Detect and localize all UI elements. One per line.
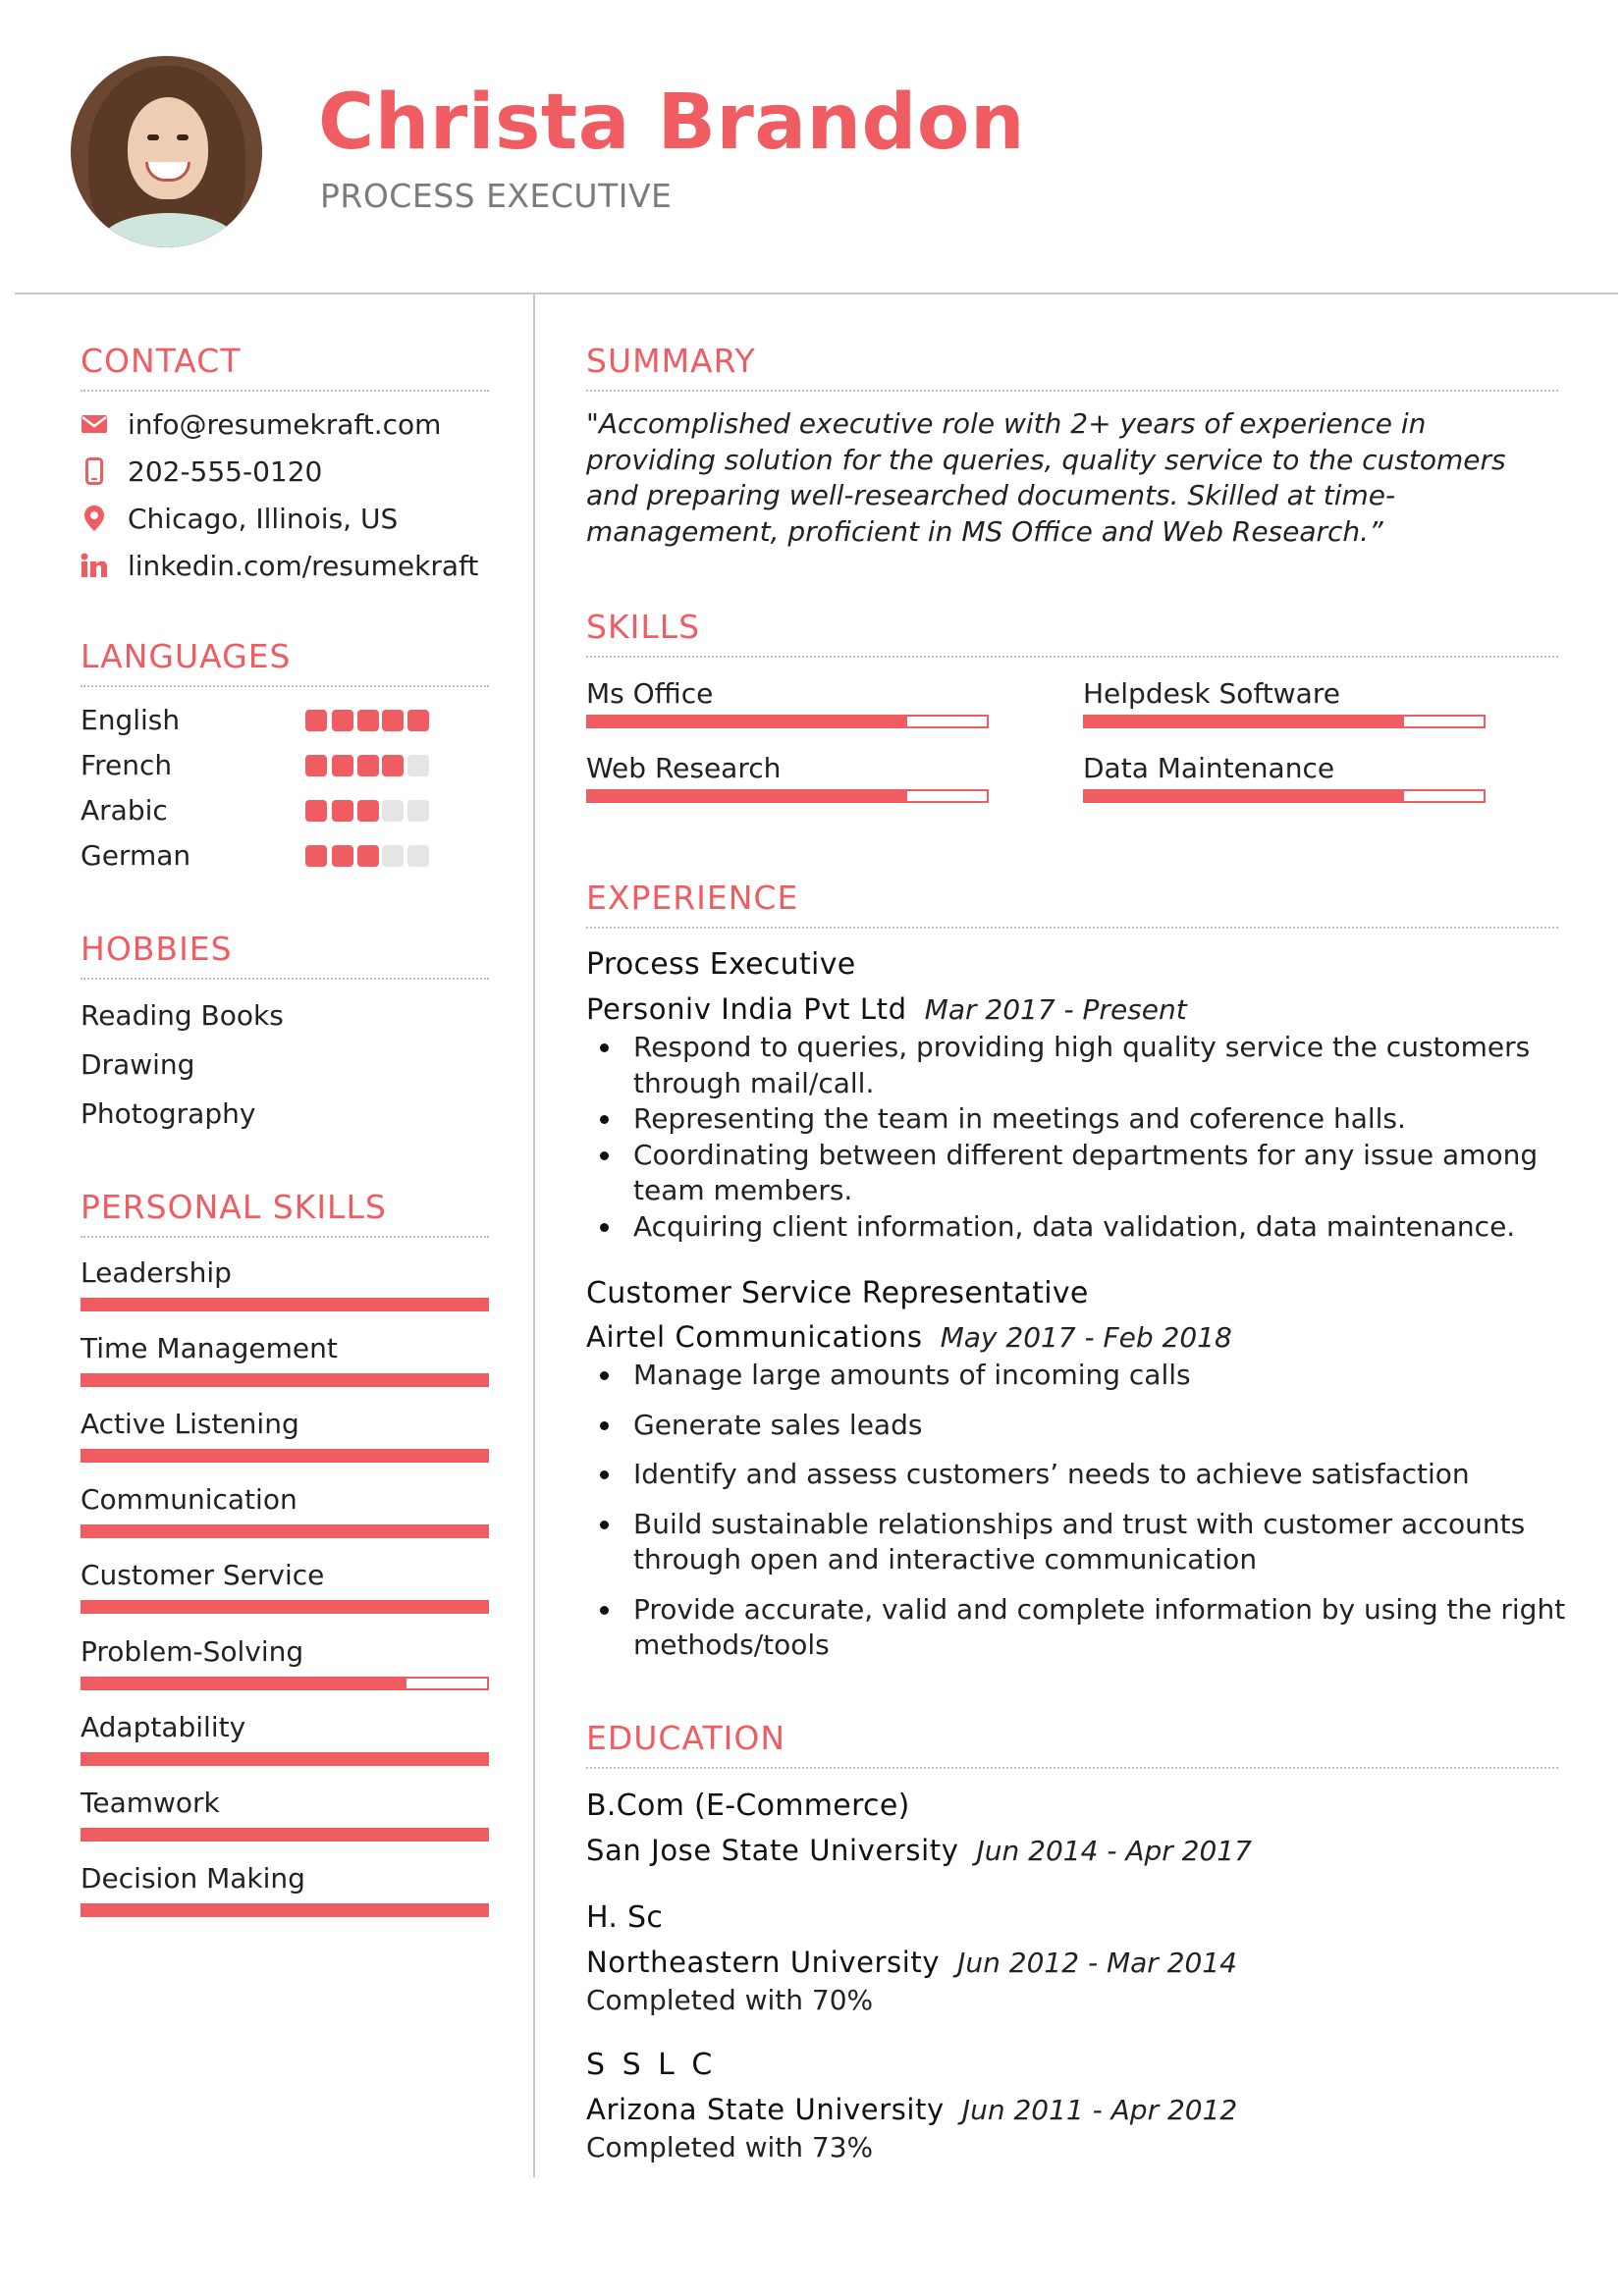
- skill-item: [1083, 752, 1486, 827]
- skill-name: Data Maintenance: [1083, 752, 1335, 784]
- personal-skills-heading: PERSONAL SKILLS: [81, 1188, 387, 1226]
- candidate-title: PROCESS EXECUTIVE: [320, 177, 673, 215]
- skill-bar-fill: [82, 1375, 487, 1385]
- skill-bar: [81, 1752, 489, 1766]
- summary-heading: SUMMARY: [586, 342, 756, 380]
- job-bullet: Representing the team in meetings and coference halls.: [586, 1101, 1568, 1138]
- skill-name: Web Research: [586, 752, 782, 784]
- language-row: [81, 702, 489, 741]
- personal-skill: [81, 1711, 489, 1780]
- skill-bar: [81, 1449, 489, 1463]
- skill-bar-fill: [82, 1526, 487, 1536]
- language-name: French: [81, 749, 173, 781]
- personal-skill: [81, 1256, 489, 1325]
- skill-name: Communication: [81, 1483, 298, 1516]
- level-dot: [407, 800, 429, 822]
- level-dot: [305, 710, 327, 731]
- email-text[interactable]: info@resumekraft.com: [128, 407, 442, 441]
- hobby-item: Photography: [81, 1097, 256, 1130]
- section-divider: [586, 390, 1558, 392]
- job-bullet: Manage large amounts of incoming calls: [586, 1358, 1568, 1394]
- phone-text: 202-555-0120: [128, 454, 323, 488]
- job-dates: Mar 2017 - Present: [924, 993, 1187, 1026]
- summary-text: "Accomplished executive role with 2+ years of experience in providing solution for the queries, quality service to the customers and preparing well-researched documents. Skilled at time-management, proficient in MS Office and Web Research.”: [586, 407, 1506, 548]
- job-bullet: Generate sales leads: [586, 1408, 1568, 1444]
- personal-skill: [81, 1787, 489, 1855]
- location-text: Chicago, Illinois, US: [128, 502, 399, 535]
- skill-name: Ms Office: [586, 677, 714, 710]
- education-dates: Jun 2014 - Apr 2017: [976, 1835, 1252, 1867]
- skill-bar: [586, 789, 989, 803]
- job-bullets: [586, 1030, 1568, 1245]
- contact-linkedin: [81, 546, 478, 585]
- education-note: Completed with 70%: [586, 1984, 874, 2016]
- candidate-name: Christa Brandon: [318, 79, 1026, 167]
- level-dot: [407, 845, 429, 867]
- section-divider: [81, 685, 489, 687]
- skill-bar-fill: [82, 1754, 487, 1764]
- skill-bar: [81, 1373, 489, 1387]
- job-bullet: Acquiring client information, data validation, data maintenance.: [586, 1209, 1568, 1246]
- job-bullet: Coordinating between different departments for any issue among team members.: [586, 1138, 1568, 1209]
- profile-photo: [71, 56, 262, 247]
- linkedin-text[interactable]: linkedin.com/resumekraft: [128, 549, 479, 582]
- skill-bar-fill: [82, 1602, 487, 1612]
- skill-item: [586, 752, 989, 827]
- skill-bar: [81, 1524, 489, 1538]
- personal-skill: [81, 1559, 489, 1628]
- level-dot: [332, 710, 353, 731]
- level-dot: [332, 800, 353, 822]
- linkedin-icon: [81, 552, 108, 579]
- level-dot: [382, 845, 404, 867]
- skills-heading: SKILLS: [586, 608, 701, 646]
- hobby-item: Reading Books: [81, 999, 284, 1032]
- degree-title: H. Sc: [586, 1900, 664, 1935]
- experience-heading: EXPERIENCE: [586, 879, 799, 917]
- contact-location: [81, 499, 398, 538]
- job-bullet: Identify and assess customers’ needs to achieve satisfaction: [586, 1457, 1568, 1493]
- skill-name: Teamwork: [81, 1787, 220, 1819]
- job-bullet: Provide accurate, valid and complete information by using the right methods/tools: [586, 1592, 1568, 1664]
- job-company-line: [586, 1320, 1232, 1354]
- level-dot: [357, 800, 379, 822]
- level-dot: [305, 845, 327, 867]
- skill-name: Helpdesk Software: [1083, 677, 1340, 710]
- education-note: Completed with 73%: [586, 2131, 874, 2163]
- personal-skill: [81, 1332, 489, 1401]
- company-name: Airtel Communications: [586, 1320, 923, 1354]
- school-name: San Jose State University: [586, 1834, 959, 1867]
- level-dot: [382, 755, 404, 776]
- column-divider: [533, 293, 535, 2177]
- section-divider: [586, 656, 1558, 658]
- degree-title: S S L C: [586, 2048, 717, 2082]
- mail-icon: [81, 410, 108, 438]
- skill-bar: [81, 1903, 489, 1917]
- personal-skill: [81, 1862, 489, 1931]
- job-bullet: Build sustainable relationships and trust with customer accounts through open and interactive communication: [586, 1507, 1568, 1578]
- school-line: [586, 1946, 1237, 1979]
- personal-skill: [81, 1408, 489, 1476]
- languages-heading: LANGUAGES: [81, 637, 292, 675]
- section-divider: [586, 1767, 1558, 1769]
- level-dot: [357, 710, 379, 731]
- skill-bar: [81, 1298, 489, 1311]
- school-line: [586, 2093, 1237, 2126]
- level-dot: [357, 755, 379, 776]
- skill-bar: [586, 715, 989, 728]
- skill-bar-fill: [82, 1300, 487, 1309]
- skill-name: Problem-Solving: [81, 1635, 304, 1668]
- section-divider: [81, 390, 489, 392]
- skill-bar-fill: [82, 1830, 487, 1840]
- job-bullets: [586, 1358, 1568, 1664]
- contact-phone: [81, 452, 322, 491]
- section-divider: [586, 927, 1558, 929]
- skill-name: Active Listening: [81, 1408, 299, 1440]
- contact-email: [81, 404, 441, 444]
- skill-bar: [81, 1600, 489, 1614]
- level-dot: [382, 710, 404, 731]
- skill-bar-fill: [1085, 717, 1404, 726]
- language-name: Arabic: [81, 794, 168, 827]
- education-dates: Jun 2011 - Apr 2012: [961, 2094, 1238, 2126]
- school-line: [586, 1834, 1252, 1867]
- language-row: [81, 747, 489, 786]
- section-divider: [81, 1236, 489, 1238]
- hobby-item: Drawing: [81, 1048, 195, 1081]
- personal-skill: [81, 1483, 489, 1552]
- skill-bar: [81, 1677, 489, 1690]
- contact-heading: CONTACT: [81, 342, 242, 380]
- skill-bar: [1083, 715, 1486, 728]
- header-divider: [15, 293, 1618, 294]
- location-pin-icon: [81, 505, 108, 532]
- language-row: [81, 792, 489, 831]
- skill-bar-fill: [82, 1451, 487, 1461]
- education-heading: EDUCATION: [586, 1719, 786, 1757]
- personal-skill: [81, 1635, 489, 1704]
- skill-name: Customer Service: [81, 1559, 325, 1591]
- school-name: Arizona State University: [586, 2093, 945, 2126]
- skill-name: Adaptability: [81, 1711, 246, 1743]
- job-company-line: [586, 992, 1187, 1026]
- level-dot: [305, 800, 327, 822]
- skill-bar-fill: [588, 791, 907, 801]
- level-dot: [332, 845, 353, 867]
- job-title: Process Executive: [586, 947, 856, 982]
- skill-bar: [1083, 789, 1486, 803]
- school-name: Northeastern University: [586, 1946, 941, 1979]
- skill-bar-fill: [588, 717, 907, 726]
- education-dates: Jun 2012 - Mar 2014: [957, 1947, 1237, 1979]
- level-dot: [407, 755, 429, 776]
- skill-bar-fill: [82, 1905, 487, 1915]
- skill-item: [586, 677, 989, 752]
- level-dot: [332, 755, 353, 776]
- skill-bar-fill: [82, 1679, 406, 1688]
- skill-item: [1083, 677, 1486, 752]
- language-name: German: [81, 839, 191, 872]
- job-bullet: Respond to queries, providing high quality service the customers through mail/call.: [586, 1030, 1568, 1101]
- skill-bar: [81, 1828, 489, 1842]
- level-dot: [357, 845, 379, 867]
- job-title: Customer Service Representative: [586, 1276, 1089, 1310]
- level-dot: [407, 710, 429, 731]
- level-dot: [305, 755, 327, 776]
- degree-title: B.Com (E-Commerce): [586, 1789, 910, 1823]
- skill-bar-fill: [1085, 791, 1404, 801]
- language-row: [81, 837, 489, 877]
- section-divider: [81, 978, 489, 980]
- language-name: English: [81, 704, 181, 736]
- hobbies-heading: HOBBIES: [81, 930, 233, 968]
- skill-name: Decision Making: [81, 1862, 305, 1895]
- level-dot: [382, 800, 404, 822]
- skill-name: Leadership: [81, 1256, 232, 1289]
- job-dates: May 2017 - Feb 2018: [940, 1321, 1232, 1354]
- skill-name: Time Management: [81, 1332, 338, 1364]
- company-name: Personiv India Pvt Ltd: [586, 992, 907, 1026]
- phone-icon: [81, 457, 108, 485]
